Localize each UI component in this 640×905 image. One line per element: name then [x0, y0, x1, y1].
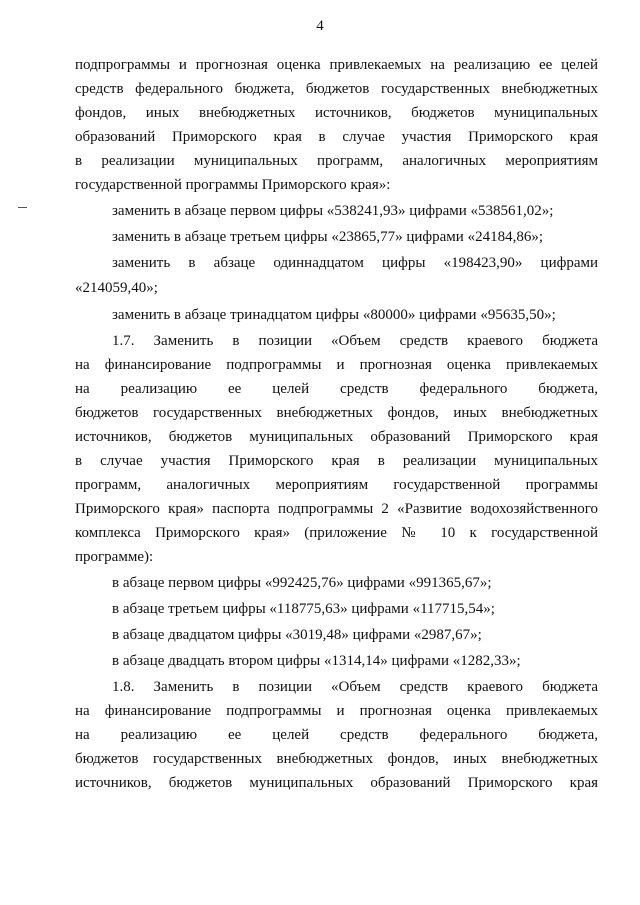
text-line: в абзаце двадцатом цифры «3019,48» цифрами «2987,67»; — [112, 627, 482, 643]
text-line: источников, бюджетов муниципальных образований Приморского края — [75, 429, 598, 445]
text-line: заменить в абзаце третьем цифры «23865,77» цифрами «24184,86»; — [112, 229, 543, 245]
text-line: образований Приморского края в случае участия Приморского края — [75, 129, 598, 145]
page-number: 4 — [316, 18, 324, 34]
text-line: в абзаце первом цифры «992425,76» цифрами «991365,67»; — [112, 575, 492, 591]
text-line: подпрограммы и прогнозная оценка привлекаемых на реализацию ее целей — [75, 57, 598, 73]
text-line: «214059,40»; — [75, 280, 158, 296]
text-line: источников, бюджетов муниципальных образований Приморского края — [75, 775, 598, 791]
text-line: 1.8. Заменить в позиции «Объем средств краевого бюджета — [112, 679, 598, 695]
text-line: на реализацию ее целей средств федерального бюджета, — [75, 381, 598, 397]
text-line: Приморского края» паспорта подпрограммы 2 «Развитие водохозяйственного — [75, 501, 598, 517]
text-line: 1.7. Заменить в позиции «Объем средств краевого бюджета — [112, 333, 598, 349]
text-line: в абзаце третьем цифры «118775,63» цифрами «117715,54»; — [112, 601, 495, 617]
text-line: программ, аналогичных мероприятиям государственной программы — [75, 477, 598, 493]
text-line: заменить в абзаце первом цифры «538241,93» цифрами «538561,02»; — [112, 203, 554, 219]
text-line: программе): — [75, 549, 154, 565]
text-line: бюджетов государственных внебюджетных фондов, иных внебюджетных — [75, 751, 598, 767]
text-line: заменить в абзаце одиннадцатом цифры «198423,90» цифрами — [112, 255, 598, 271]
text-line: в абзаце двадцать втором цифры «1314,14» цифрами «1282,33»; — [112, 653, 521, 669]
text-line: фондов, иных внебюджетных источников, бюджетов муниципальных — [75, 105, 598, 121]
text-line: заменить в абзаце тринадцатом цифры «80000» цифрами «95635,50»; — [112, 307, 556, 323]
text-line: государственной программы Приморского края»: — [75, 177, 391, 193]
text-line: бюджетов государственных внебюджетных фондов, иных внебюджетных — [75, 405, 598, 421]
text-line: средств федерального бюджета, бюджетов государственных внебюджетных — [75, 81, 598, 97]
text-line: на финансирование подпрограммы и прогнозная оценка привлекаемых — [75, 703, 598, 719]
text-line: в реализации муниципальных программ, аналогичных мероприятиям — [75, 153, 598, 169]
margin-mark — [18, 207, 27, 208]
text-line: в случае участия Приморского края в реализации муниципальных — [75, 453, 598, 469]
text-line: на реализацию ее целей средств федерального бюджета, — [75, 727, 598, 743]
text-line: комплекса Приморского края» (приложение № 10 к государственной — [75, 525, 598, 541]
text-line: на финансирование подпрограммы и прогнозная оценка привлекаемых — [75, 357, 598, 373]
